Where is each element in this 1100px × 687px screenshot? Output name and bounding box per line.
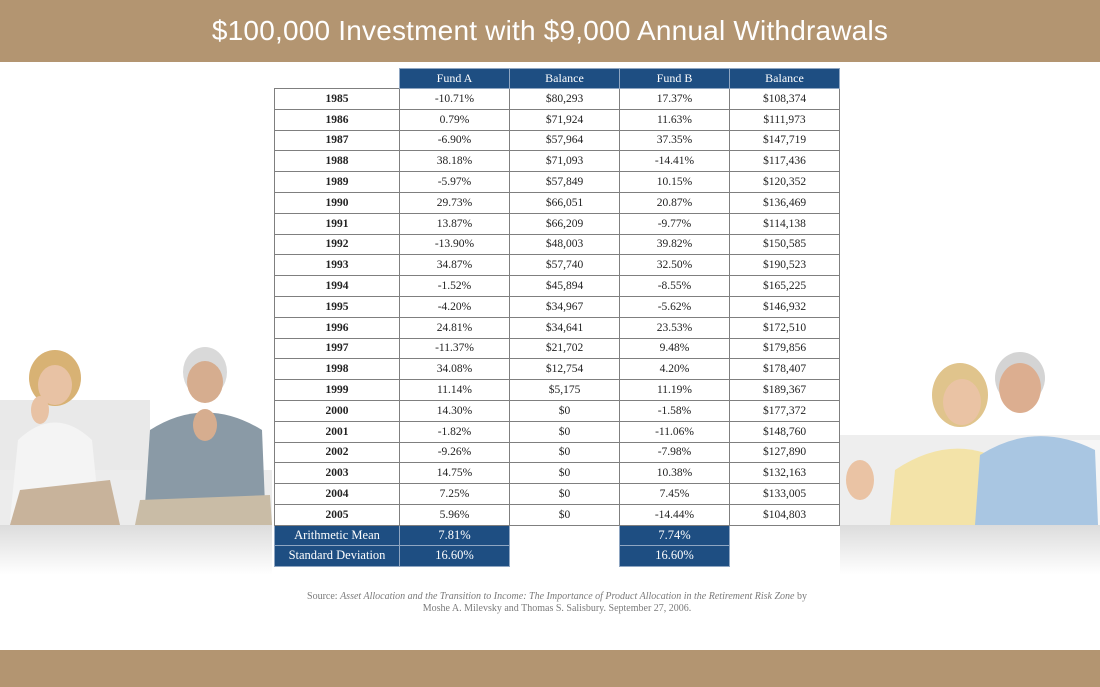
fund-b-balance-cell: $148,760: [730, 421, 840, 442]
fund-b-balance-cell: $165,225: [730, 276, 840, 297]
fund-a-return-cell: -9.26%: [400, 442, 510, 463]
fund-a-return-cell: -10.71%: [400, 89, 510, 110]
table-row: [275, 172, 840, 193]
fund-a-return-cell: -13.90%: [400, 234, 510, 255]
fund-a-balance-cell: $34,967: [510, 296, 620, 317]
year-cell: 1997: [275, 338, 400, 359]
table-row: [275, 359, 840, 380]
fund-b-return-cell: -1.58%: [620, 400, 730, 421]
fund-b-balance-cell: $150,585: [730, 234, 840, 255]
fund-a-balance-cell: $12,754: [510, 359, 620, 380]
fund-a-balance-cell: $57,740: [510, 255, 620, 276]
table-row: [275, 234, 840, 255]
table-row: [275, 317, 840, 338]
fund-b-balance-cell: $111,973: [730, 109, 840, 130]
fund-a-balance-cell: $0: [510, 442, 620, 463]
fund-a-return-cell: -11.37%: [400, 338, 510, 359]
source-title: Asset Allocation and the Transition to Income: The Importance of Product Allocation in the Retirement Risk Zone: [340, 591, 795, 602]
fund-a-balance-cell: $5,175: [510, 380, 620, 401]
fund-b-return-cell: 32.50%: [620, 255, 730, 276]
fund-a-balance-cell: $21,702: [510, 338, 620, 359]
fund-b-balance-cell: $108,374: [730, 89, 840, 110]
table-row: [275, 380, 840, 401]
year-cell: 1999: [275, 380, 400, 401]
fund-b-return-cell: 10.38%: [620, 463, 730, 484]
fund-b-balance-cell: $190,523: [730, 255, 840, 276]
header-blank: [275, 69, 400, 89]
fund-b-return-cell: 11.19%: [620, 380, 730, 401]
fund-a-return-cell: 29.73%: [400, 192, 510, 213]
fund-a-balance-cell: $71,093: [510, 151, 620, 172]
fund-b-return-cell: -9.77%: [620, 213, 730, 234]
year-cell: 2004: [275, 484, 400, 505]
fund-a-balance-cell: $48,003: [510, 234, 620, 255]
source-suffix: by: [794, 591, 807, 602]
fund-a-balance-cell: $0: [510, 484, 620, 505]
year-cell: 1992: [275, 234, 400, 255]
year-cell: 1993: [275, 255, 400, 276]
fund-b-balance-cell: $133,005: [730, 484, 840, 505]
fund-b-balance-cell: $178,407: [730, 359, 840, 380]
table-row: [275, 255, 840, 276]
year-cell: 2002: [275, 442, 400, 463]
fund-a-return-cell: 24.81%: [400, 317, 510, 338]
header-balance-b: Balance: [730, 69, 840, 89]
year-cell: 1998: [275, 359, 400, 380]
source-prefix: Source:: [307, 591, 341, 602]
source-citation: [274, 591, 840, 615]
table-row: [275, 213, 840, 234]
fund-a-return-cell: 14.75%: [400, 463, 510, 484]
table-row: [275, 151, 840, 172]
year-cell: 1990: [275, 192, 400, 213]
standard-deviation-fund-a: 16.60%: [400, 546, 510, 567]
fund-b-balance-cell: $177,372: [730, 400, 840, 421]
fund-b-return-cell: -11.06%: [620, 421, 730, 442]
table-row: [275, 338, 840, 359]
fund-a-balance-cell: $0: [510, 421, 620, 442]
fund-b-return-cell: 17.37%: [620, 89, 730, 110]
year-cell: 1996: [275, 317, 400, 338]
fund-a-return-cell: 38.18%: [400, 151, 510, 172]
table-row: [275, 463, 840, 484]
table-row: [275, 442, 840, 463]
fund-b-return-cell: -14.41%: [620, 151, 730, 172]
source-authors: Moshe A. Milevsky and Thomas S. Salisbury. September 27, 2006.: [422, 603, 692, 614]
arithmetic-mean-row: [275, 525, 840, 546]
fund-a-balance-cell: $0: [510, 463, 620, 484]
fund-a-balance-cell: $57,849: [510, 172, 620, 193]
fund-b-balance-cell: $127,890: [730, 442, 840, 463]
fund-a-return-cell: 13.87%: [400, 213, 510, 234]
standard-deviation-row: [275, 546, 840, 567]
fund-a-return-cell: -5.97%: [400, 172, 510, 193]
fund-a-balance-cell: $66,209: [510, 213, 620, 234]
year-cell: 1991: [275, 213, 400, 234]
footer-banner: [0, 650, 1100, 687]
fund-a-return-cell: 34.87%: [400, 255, 510, 276]
fund-a-return-cell: -1.82%: [400, 421, 510, 442]
fund-a-return-cell: 11.14%: [400, 380, 510, 401]
fund-b-balance-cell: $132,163: [730, 463, 840, 484]
empty-cell: [510, 525, 620, 546]
fund-a-balance-cell: $0: [510, 400, 620, 421]
page-title: $100,000 Investment with $9,000 Annual Withdrawals: [211, 15, 889, 46]
fund-b-balance-cell: $189,367: [730, 380, 840, 401]
fund-a-balance-cell: $80,293: [510, 89, 620, 110]
fund-b-balance-cell: $147,719: [730, 130, 840, 151]
standard-deviation-fund-b: 16.60%: [620, 546, 730, 567]
table-row: [275, 130, 840, 151]
year-cell: 1985: [275, 89, 400, 110]
fund-a-return-cell: -4.20%: [400, 296, 510, 317]
fund-a-balance-cell: $66,051: [510, 192, 620, 213]
table-row: [275, 192, 840, 213]
empty-cell: [510, 546, 620, 567]
fund-b-balance-cell: $117,436: [730, 151, 840, 172]
fund-a-return-cell: 7.25%: [400, 484, 510, 505]
table-row: [275, 400, 840, 421]
fund-b-balance-cell: $172,510: [730, 317, 840, 338]
table-row: [275, 89, 840, 110]
fund-b-balance-cell: $179,856: [730, 338, 840, 359]
fund-a-return-cell: 34.08%: [400, 359, 510, 380]
fund-b-return-cell: 4.20%: [620, 359, 730, 380]
happy-couple-photo: [840, 340, 1100, 525]
fund-a-balance-cell: $34,641: [510, 317, 620, 338]
fund-b-balance-cell: $136,469: [730, 192, 840, 213]
year-cell: 1986: [275, 109, 400, 130]
year-cell: 2000: [275, 400, 400, 421]
year-cell: 1994: [275, 276, 400, 297]
empty-cell: [730, 525, 840, 546]
fund-b-balance-cell: $120,352: [730, 172, 840, 193]
fund-b-return-cell: 39.82%: [620, 234, 730, 255]
year-cell: 2005: [275, 504, 400, 525]
year-cell: 1988: [275, 151, 400, 172]
header-fund-a: Fund A: [400, 69, 510, 89]
floor-shadow-right: [840, 525, 1100, 575]
arithmetic-mean-fund-b: 7.74%: [620, 525, 730, 546]
table-row: [275, 421, 840, 442]
table-row: [275, 296, 840, 317]
fund-a-balance-cell: $0: [510, 504, 620, 525]
year-cell: 1987: [275, 130, 400, 151]
fund-b-return-cell: -7.98%: [620, 442, 730, 463]
fund-b-return-cell: 9.48%: [620, 338, 730, 359]
fund-b-return-cell: 37.35%: [620, 130, 730, 151]
arithmetic-mean-label: Arithmetic Mean: [275, 525, 400, 546]
fund-b-balance-cell: $114,138: [730, 213, 840, 234]
fund-b-return-cell: 20.87%: [620, 192, 730, 213]
empty-cell: [730, 546, 840, 567]
fund-b-balance-cell: $104,803: [730, 504, 840, 525]
fund-a-return-cell: 5.96%: [400, 504, 510, 525]
fund-a-balance-cell: $57,964: [510, 130, 620, 151]
fund-b-balance-cell: $146,932: [730, 296, 840, 317]
fund-a-return-cell: -1.52%: [400, 276, 510, 297]
arithmetic-mean-fund-a: 7.81%: [400, 525, 510, 546]
worried-couple-photo: [0, 330, 272, 525]
fund-a-return-cell: 0.79%: [400, 109, 510, 130]
fund-b-return-cell: 23.53%: [620, 317, 730, 338]
fund-b-return-cell: -14.44%: [620, 504, 730, 525]
fund-b-return-cell: 7.45%: [620, 484, 730, 505]
floor-shadow-left: [0, 525, 272, 575]
returns-table: [274, 68, 840, 567]
fund-b-return-cell: -8.55%: [620, 276, 730, 297]
header-balance-a: Balance: [510, 69, 620, 89]
table-row: [275, 276, 840, 297]
fund-b-return-cell: 10.15%: [620, 172, 730, 193]
fund-a-balance-cell: $45,894: [510, 276, 620, 297]
year-cell: 2003: [275, 463, 400, 484]
fund-a-return-cell: 14.30%: [400, 400, 510, 421]
year-cell: 2001: [275, 421, 400, 442]
fund-b-return-cell: -5.62%: [620, 296, 730, 317]
year-cell: 1989: [275, 172, 400, 193]
year-cell: 1995: [275, 296, 400, 317]
table-row: [275, 504, 840, 525]
fund-a-balance-cell: $71,924: [510, 109, 620, 130]
table-row: [275, 109, 840, 130]
title-banner: [0, 0, 1100, 62]
standard-deviation-label: Standard Deviation: [275, 546, 400, 567]
table-header-row: [275, 69, 840, 89]
fund-a-return-cell: -6.90%: [400, 130, 510, 151]
fund-b-return-cell: 11.63%: [620, 109, 730, 130]
table-row: [275, 484, 840, 505]
header-fund-b: Fund B: [620, 69, 730, 89]
